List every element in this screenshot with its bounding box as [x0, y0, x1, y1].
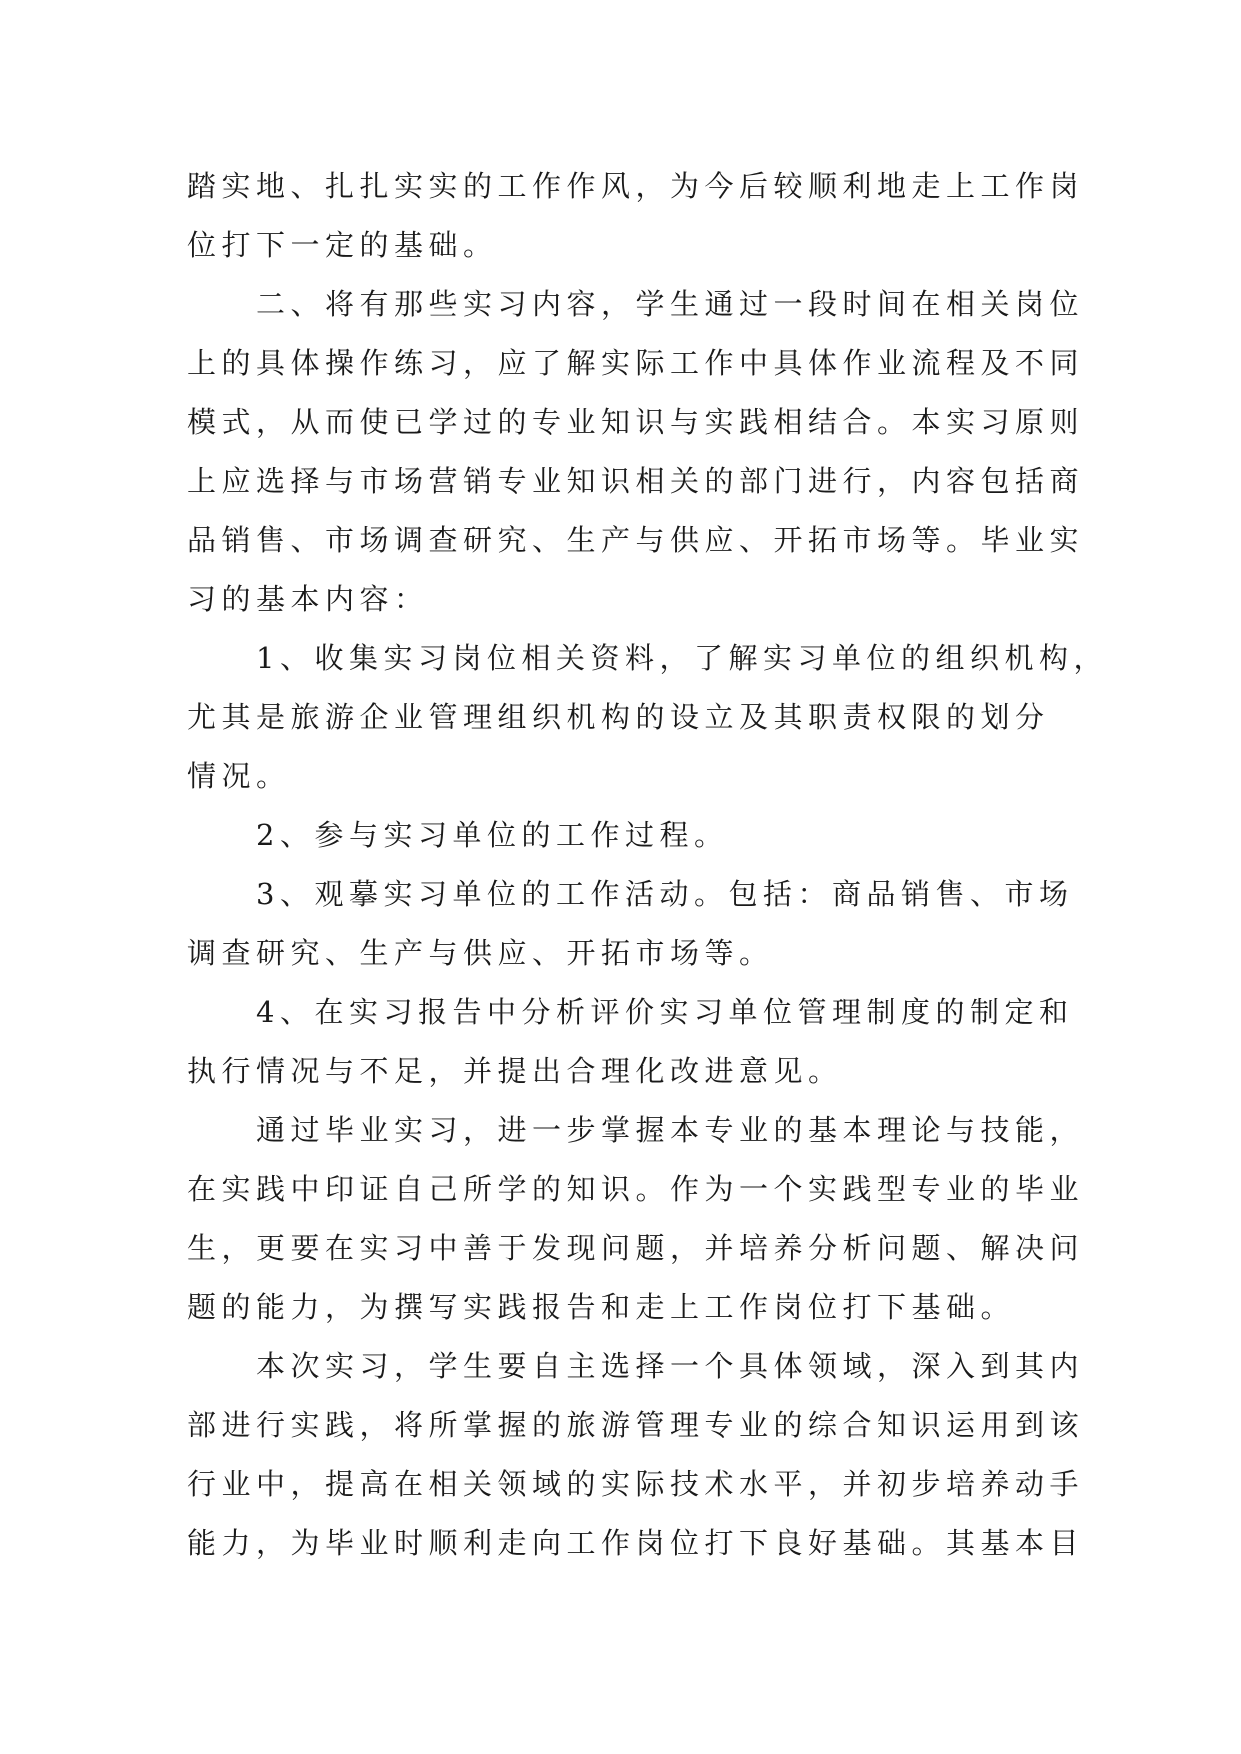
text-line: 尤其是旅游企业管理组织机构的设立及其职责权限的划分	[187, 700, 1050, 734]
text-line: 题的能力，为撰写实践报告和走上工作岗位打下基础。	[187, 1290, 1016, 1324]
text-line: 生，更要在实习中善于发现问题，并培养分析问题、解决问	[187, 1231, 1085, 1265]
text-line: 品销售、市场调查研究、生产与供应、开拓市场等。毕业实	[187, 523, 1085, 557]
text-line: 踏实地、扎扎实实的工作作风，为今后较顺利地走上工作岗	[187, 169, 1085, 203]
text-line: 位打下一定的基础。	[187, 228, 498, 262]
text-line: 2、参与实习单位的工作过程。	[187, 818, 729, 852]
text-line: 在实践中印证自己所学的知识。作为一个实践型专业的毕业	[187, 1172, 1085, 1206]
text-line: 3、观摹实习单位的工作活动。包括：商品销售、市场	[187, 877, 1074, 911]
text-line: 调查研究、生产与供应、开拓市场等。	[187, 936, 774, 970]
text-line: 1、收集实习岗位相关资料，了解实习单位的组织机构，	[187, 641, 1108, 675]
text-line: 能力，为毕业时顺利走向工作岗位打下良好基础。其基本目	[187, 1526, 1085, 1560]
text-line: 二、将有那些实习内容，学生通过一段时间在相关岗位	[187, 287, 1085, 321]
text-line: 通过毕业实习，进一步掌握本专业的基本理论与技能，	[187, 1113, 1085, 1147]
text-line: 部进行实践，将所掌握的旅游管理专业的综合知识运用到该	[187, 1408, 1085, 1442]
text-line: 上的具体操作练习，应了解实际工作中具体作业流程及不同	[187, 346, 1085, 380]
text-line: 执行情况与不足，并提出合理化改进意见。	[187, 1054, 843, 1088]
text-line: 习的基本内容：	[187, 582, 429, 616]
text-line: 行业中，提高在相关领域的实际技术水平，并初步培养动手	[187, 1467, 1085, 1501]
text-line: 本次实习，学生要自主选择一个具体领域，深入到其内	[187, 1349, 1085, 1383]
text-line: 模式，从而使已学过的专业知识与实践相结合。本实习原则	[187, 405, 1085, 439]
body-text	[187, 157, 1108, 1573]
text-line: 上应选择与市场营销专业知识相关的部门进行，内容包括商	[187, 464, 1085, 498]
text-line: 情况。	[187, 759, 291, 793]
text-line: 4、在实习报告中分析评价实习单位管理制度的制定和	[187, 995, 1074, 1029]
